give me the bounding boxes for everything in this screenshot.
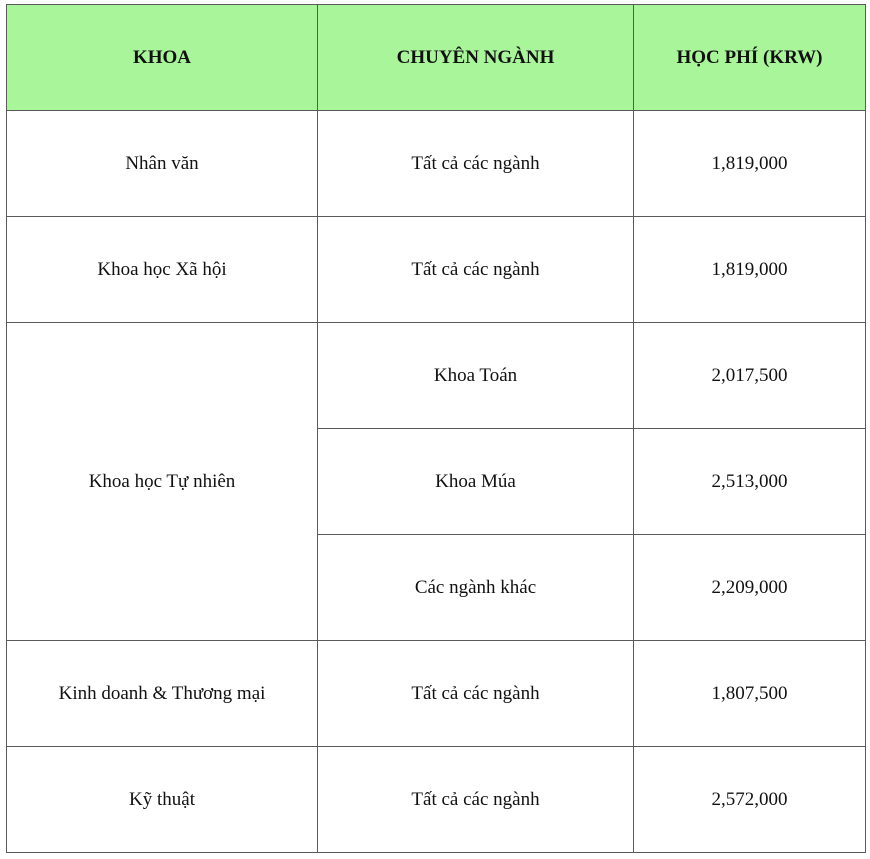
table-header-row — [7, 5, 866, 111]
cell-hoc-phi: 1,807,500 — [634, 641, 866, 747]
tuition-table — [6, 4, 866, 853]
cell-chuyen-nganh: Tất cả các ngành — [318, 111, 634, 217]
cell-chuyen-nganh: Tất cả các ngành — [318, 747, 634, 853]
cell-khoa: Kinh doanh & Thương mại — [7, 641, 318, 747]
header-khoa: KHOA — [7, 5, 318, 111]
header-hoc-phi: HỌC PHÍ (KRW) — [634, 5, 866, 111]
cell-chuyen-nganh: Khoa Toán — [318, 323, 634, 429]
cell-chuyen-nganh: Các ngành khác — [318, 535, 634, 641]
cell-khoa: Kỹ thuật — [7, 747, 318, 853]
table-row — [7, 323, 866, 429]
cell-khoa: Khoa học Xã hội — [7, 217, 318, 323]
cell-chuyen-nganh: Tất cả các ngành — [318, 217, 634, 323]
cell-hoc-phi: 2,572,000 — [634, 747, 866, 853]
header-chuyen-nganh: CHUYÊN NGÀNH — [318, 5, 634, 111]
table-row — [7, 217, 866, 323]
table-row — [7, 641, 866, 747]
cell-hoc-phi: 1,819,000 — [634, 217, 866, 323]
table-row — [7, 747, 866, 853]
cell-hoc-phi: 2,513,000 — [634, 429, 866, 535]
table-row — [7, 111, 866, 217]
cell-hoc-phi: 2,209,000 — [634, 535, 866, 641]
cell-hoc-phi: 2,017,500 — [634, 323, 866, 429]
tuition-table-container — [6, 4, 866, 853]
cell-khoa: Nhân văn — [7, 111, 318, 217]
cell-khoa: Khoa học Tự nhiên — [7, 323, 318, 641]
cell-hoc-phi: 1,819,000 — [634, 111, 866, 217]
cell-chuyen-nganh: Tất cả các ngành — [318, 641, 634, 747]
cell-chuyen-nganh: Khoa Múa — [318, 429, 634, 535]
